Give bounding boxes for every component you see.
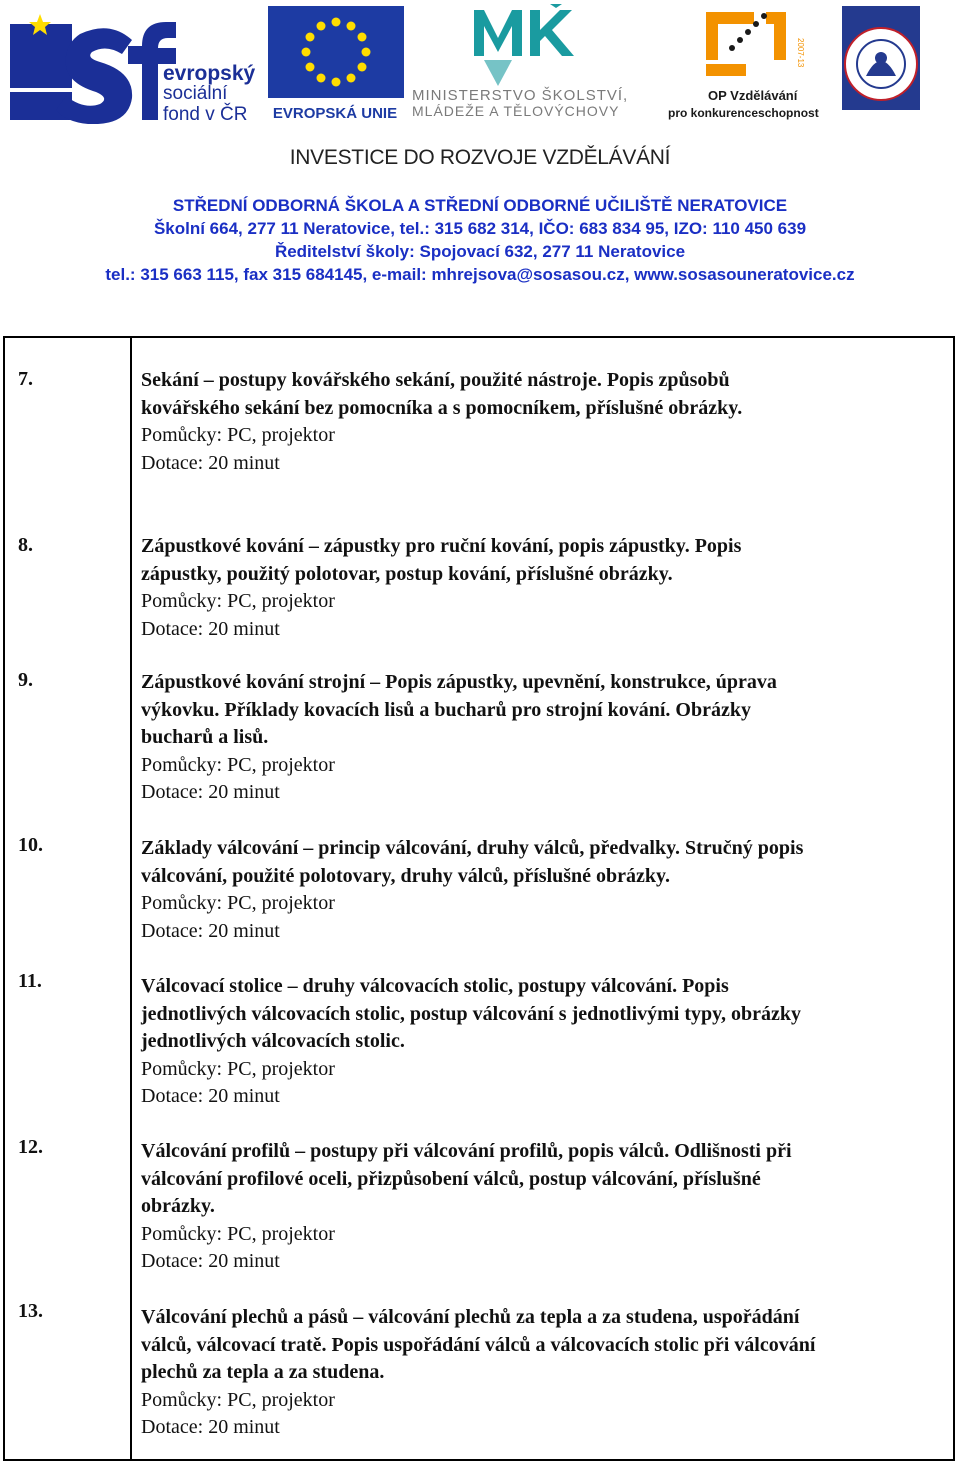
- item-number: 9.: [18, 669, 33, 691]
- msmt-text-2: MLÁDEŽE A TĚLOVÝCHOVY: [412, 103, 620, 119]
- item-aids: Pomůcky: PC, projektor: [141, 1388, 335, 1411]
- op-text-1: OP Vzdělávání: [708, 88, 798, 103]
- item-aids: Pomůcky: PC, projektor: [141, 1222, 335, 1245]
- eu-text: EVROPSKÁ UNIE: [272, 105, 398, 122]
- item-number: 11.: [18, 970, 42, 992]
- item-number: 7.: [18, 368, 33, 390]
- school-directorate: Ředitelství školy: Spojovací 632, 277 11 Neratovice: [274, 242, 686, 261]
- investice-banner: INVESTICE DO ROZVOJE VZDĚLÁVÁNÍ: [289, 146, 671, 169]
- item-number: 8.: [18, 534, 33, 556]
- esf-text-3: fond v ČR: [163, 104, 248, 124]
- item-description: Válcování profilů – postupy při válcování profilů, popis válců. Odlišnosti při válcování profilové oceli, přizpůsobení válců, postup válcování, příslušné obrázky.: [141, 1140, 792, 1217]
- list-item: [141, 835, 953, 945]
- item-time: Dotace: 20 minut: [141, 1250, 280, 1272]
- item-description: Základy válcování – princip válcování, druhy válců, předvalky. Stručný popis válcování, použité polotovary, druhy válců, příslušné obrázky.: [141, 837, 804, 887]
- school-name: STŘEDNÍ ODBORNÁ ŠKOLA A STŘEDNÍ ODBORNÉ UČILIŠTĚ NERATOVICE: [172, 196, 788, 215]
- item-description: Válcovací stolice – druhy válcovacích stolic, postupy válcování. Popis jednotlivých válcovacích stolic, postup válcování s jednotlivými typy, obrázky jednotlivých válcovacích stolic.: [141, 975, 802, 1052]
- item-aids: Pomůcky: PC, projektor: [141, 892, 335, 914]
- item-description: Zápustkové kování – zápustky pro ruční kování, popis zápustky. Popis zápustky, použitý polotovar, postup kování, příslušné obrázky.: [141, 535, 742, 585]
- list-item: [141, 1138, 953, 1276]
- item-number: 13.: [18, 1300, 43, 1322]
- op-vzdelavani-logo: [666, 8, 826, 123]
- item-description: Válcování plechů a pásů – válcování plechů za tepla a za studena, uspořádání válců, válcovací tratě. Popis uspořádání válců a válcovacích stolic při válcování plechů za tepla a za studena.: [141, 1306, 816, 1383]
- list-item: [141, 367, 953, 477]
- eu-flag-logo: [262, 6, 408, 124]
- school-address: Školní 664, 277 11 Neratovice, tel.: 315 682 314, IČO: 683 834 95, IZO: 110 450 639: [153, 219, 807, 238]
- msmt-text-1: MINISTERSTVO ŠKOLSTVÍ,: [412, 87, 629, 104]
- item-aids: Pomůcky: PC, projektor: [141, 424, 335, 446]
- svg-text:2007-13: 2007-13: [796, 38, 805, 68]
- item-time: Dotace: 20 minut: [141, 781, 280, 803]
- item-time: Dotace: 20 minut: [141, 1085, 280, 1107]
- item-description: Zápustkové kování strojní – Popis zápustky, upevnění, konstrukce, úprava výkovku. Příklady kovacích lisů a bucharů pro strojní kování. Obrázky bucharů a lisů.: [141, 671, 777, 748]
- item-aids: Pomůcky: PC, projektor: [141, 753, 335, 776]
- item-time: Dotace: 20 minut: [141, 617, 280, 640]
- list-item: [141, 973, 953, 1111]
- op-text-2: pro konkurenceschopnost: [668, 106, 819, 120]
- school-contacts: tel.: 315 663 115, fax 315 684145, e-mail: mhrejsova@sosasou.cz, www.sosasouneratovice.cz: [105, 265, 855, 284]
- column-divider: [130, 338, 132, 1459]
- item-time: Dotace: 20 minut: [141, 451, 280, 474]
- list-item: [141, 1304, 953, 1442]
- msmt-logo: [412, 4, 662, 122]
- item-number: 12.: [18, 1136, 43, 1158]
- logo-strip: [0, 0, 960, 130]
- item-aids: Pomůcky: PC, projektor: [141, 590, 335, 612]
- item-aids: Pomůcky: PC, projektor: [141, 1057, 335, 1080]
- esf-logo: [10, 6, 255, 124]
- item-description: Sekání – postupy kovářského sekání, použité nástroje. Popis způsobů kovářského sekání bez pomocníka a s pomocníkem, příslušné obrázky.: [141, 369, 743, 419]
- list-item: [141, 533, 953, 643]
- item-time: Dotace: 20 minut: [141, 1416, 280, 1438]
- esf-text-2: sociální: [163, 83, 228, 104]
- syllabus-table: [3, 336, 955, 1461]
- list-item: [141, 669, 953, 807]
- item-time: Dotace: 20 minut: [141, 919, 280, 942]
- esf-text-1: evropský: [163, 62, 255, 85]
- school-seal-logo: [836, 6, 926, 118]
- item-number: 10.: [18, 834, 43, 856]
